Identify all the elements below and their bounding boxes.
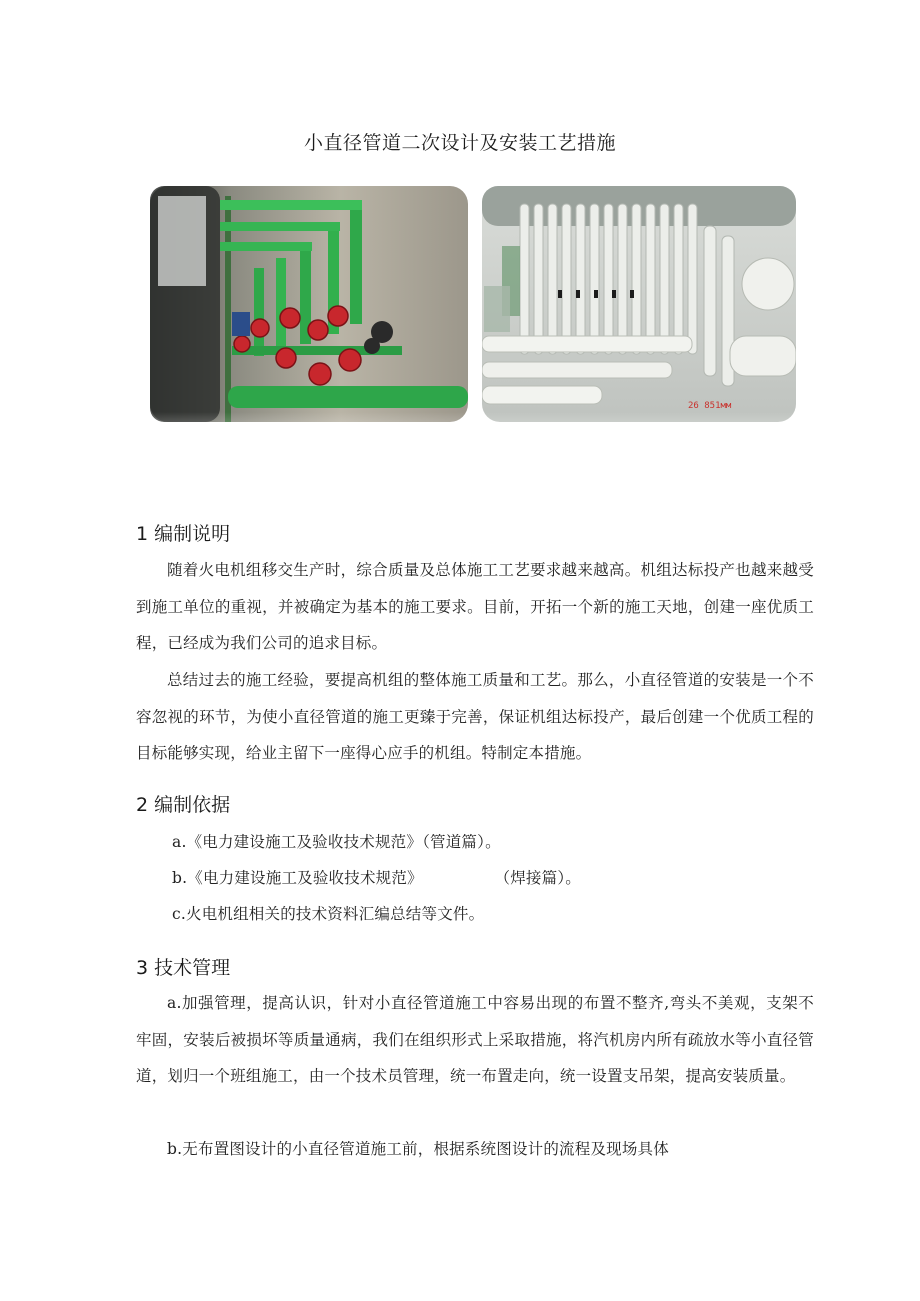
reference-item-c: c.火电机组相关的技术资料汇编总结等文件。 xyxy=(172,905,485,923)
reference-item-b: b.《电力建设施工及验收技术规范》 （焊接篇）。 xyxy=(172,869,581,887)
section-3-paragraph-2: b.无布置图设计的小直径管道施工前，根据系统图设计的流程及现场具体 xyxy=(167,1140,669,1158)
document-title: 小直径管道二次设计及安装工艺措施 xyxy=(303,132,616,154)
section-3-paragraph-1: a.加强管理，提高认识，针对小直径管道施工中容易出现的布置不整齐,弯头不美观，支架不牢固，安装后被损坏等质量通病，我们在组织形式上采取措施，将汽机房内所有疏放水等小直径管道，划归一个班组施工，由一个技术员管理，统一布置走向，统一设置支吊架，提高安装质量。 xyxy=(136,994,814,1085)
section-1-paragraph-2: 总结过去的施工经验，要提高机组的整体施工质量和工艺。那么，小直径管道的安装是一个不容忽视的环节，为使小直径管道的施工更臻于完善，保证机组达标投产，最后创建一个优质工程的目标能够实现，给业主留下一座得心应手的机组。特制定本措施。 xyxy=(136,671,814,762)
photo-banner xyxy=(150,186,796,472)
photo-stamp: 26 851мм xyxy=(688,401,732,411)
section-1-paragraph-1: 随着火电机组移交生产时，综合质量及总体施工工艺要求越来越高。机组达标投产也越来越受到施工单位的重视，并被确定为基本的施工要求。目前，开拓一个新的施工天地，创建一座优质工程，已经成为我们公司的追求目标。 xyxy=(136,561,814,652)
section-heading-2: 2 编制依据 xyxy=(136,794,231,816)
reference-item-a: a.《电力建设施工及验收技术规范》（管道篇）。 xyxy=(172,833,501,851)
section-heading-1: 1 编制说明 xyxy=(136,523,231,545)
section-heading-3: 3 技术管理 xyxy=(136,957,231,979)
